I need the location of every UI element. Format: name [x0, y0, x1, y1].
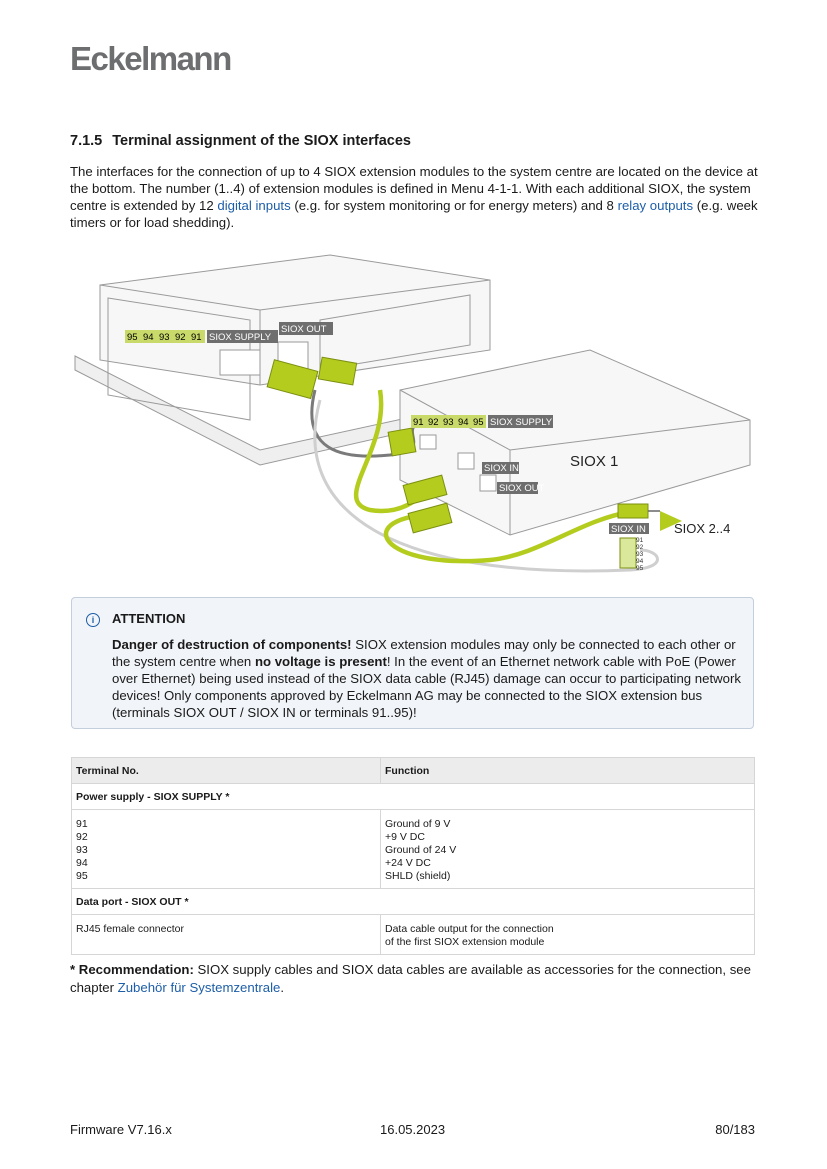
attention-bold-1: Danger of destruction of components!	[112, 637, 352, 652]
attention-text	[112, 636, 742, 721]
siox-in-label: SIOX IN	[484, 463, 519, 474]
siox-out-label: SIOX OUT	[499, 483, 545, 494]
table-group-row	[72, 889, 755, 915]
siox1-label: SIOX 1	[570, 453, 619, 470]
terminal-table	[71, 757, 755, 955]
group-data-port: Data port - SIOX OUT *	[72, 889, 755, 915]
central-terminal-94: 94	[143, 332, 154, 343]
central-supply-label: SIOX SUPPLY	[209, 332, 272, 343]
intro-text-2: (e.g. for system monitoring or for energy meters) and 8	[290, 198, 618, 213]
data-function-line: Data cable output for the connection	[385, 923, 554, 935]
intro-paragraph	[70, 163, 760, 231]
module-terminal-95: 95	[473, 417, 484, 428]
plug-pin-labels	[636, 537, 644, 572]
plug-pin-91: 91	[636, 537, 644, 544]
info-icon: i	[86, 613, 100, 627]
supply-terminal: 93	[76, 844, 88, 856]
recommendation-note	[70, 961, 760, 997]
central-terminal-92: 92	[175, 332, 186, 343]
supply-terminal: 95	[76, 870, 88, 882]
table-row	[72, 915, 755, 955]
data-function-line: of the first SIOX extension module	[385, 936, 545, 948]
module-terminal-94: 94	[458, 417, 469, 428]
module-terminal-93: 93	[443, 417, 454, 428]
central-terminal-91: 91	[191, 332, 202, 343]
attention-bold-2: no voltage is present	[254, 654, 387, 669]
module-supply-label: SIOX SUPPLY	[490, 417, 553, 428]
supply-function: SHLD (shield)	[385, 870, 451, 882]
supply-function: Ground of 9 V	[385, 818, 451, 830]
plug-pin-95: 95	[636, 565, 644, 572]
table-row	[72, 810, 755, 889]
supply-function-list	[381, 810, 755, 889]
plug-pin-93: 93	[636, 551, 644, 558]
accessories-link[interactable]: Zubehör für Systemzentrale	[117, 980, 281, 995]
module-terminal-91: 91	[413, 417, 424, 428]
attention-title: ATTENTION	[112, 611, 186, 626]
intro-text-3: (e.g. week timers or for load shedding).	[70, 198, 758, 230]
recommendation-end: .	[280, 980, 285, 995]
table-group-row	[72, 784, 755, 810]
central-terminal-95: 95	[127, 332, 138, 343]
relay-outputs-link[interactable]: relay outputs	[617, 198, 694, 213]
header-function: Function	[381, 758, 755, 784]
plug-pin-94: 94	[636, 558, 644, 565]
siox-wiring-figure	[70, 250, 760, 590]
attention-text-1: SIOX extension modules may only be connected to each other or the system centre when	[112, 637, 736, 669]
header-terminal-no: Terminal No.	[72, 758, 381, 784]
supply-terminal: 92	[76, 831, 88, 843]
recommendation-text: SIOX supply cables and SIOX data cables are available as accessories for the connection, see chapter	[70, 962, 751, 995]
footer-date: 16.05.2023	[380, 1122, 446, 1137]
attention-box	[71, 597, 754, 729]
central-out-label: SIOX OUT	[281, 324, 327, 335]
siox-next-label: SIOX 2..4	[674, 521, 731, 536]
digital-inputs-link[interactable]: digital inputs	[217, 198, 291, 213]
supply-terminal: 91	[76, 818, 88, 830]
recommendation-bold: * Recommendation:	[70, 962, 194, 977]
footer-firmware: Firmware V7.16.x	[70, 1122, 172, 1137]
table-header-row	[72, 758, 755, 784]
supply-terminal: 94	[76, 857, 88, 869]
data-terminal: RJ45 female connector	[72, 915, 381, 955]
supply-function: Ground of 24 V	[385, 844, 457, 856]
module-terminal-92: 92	[428, 417, 439, 428]
central-terminal-93: 93	[159, 332, 170, 343]
module-terminal-labels	[411, 415, 553, 428]
siox-wiring-diagram	[70, 250, 760, 590]
footer-page-number: 80/183	[715, 1122, 755, 1137]
section-number: 7.1.5	[70, 133, 103, 149]
eckelmann-logo: Eckelmann	[70, 40, 231, 77]
supply-function: +9 V DC	[385, 831, 425, 843]
data-function	[381, 915, 755, 955]
group-power-supply: Power supply - SIOX SUPPLY *	[72, 784, 755, 810]
section-heading	[70, 133, 411, 149]
intro-text-1: The interfaces for the connection of up to 4 SIOX extension modules to the system centre are located on the device at the bottom. The number (1..4) of extension modules is defined in Menu 4-1-1. With each additional SIOX, the system centre is extended by 12	[70, 164, 758, 213]
siox-next-in-label: SIOX IN	[611, 524, 646, 535]
plug-pin-92: 92	[636, 544, 644, 551]
supply-function: +24 V DC	[385, 857, 431, 869]
supply-terminal-list	[72, 810, 381, 889]
attention-text-2: ! In the event of an Ethernet network cable with PoE (Power over Ethernet) being used instead of the SIOX data cable (RJ45) damage can occur to participating network devices! Only components approved by Eckelmann AG may be connected to the SIOX extension bus (terminals SIOX OUT / SIOX IN or terminals 91..95)!	[112, 654, 741, 720]
section-title: Terminal assignment of the SIOX interfaces	[112, 133, 411, 149]
